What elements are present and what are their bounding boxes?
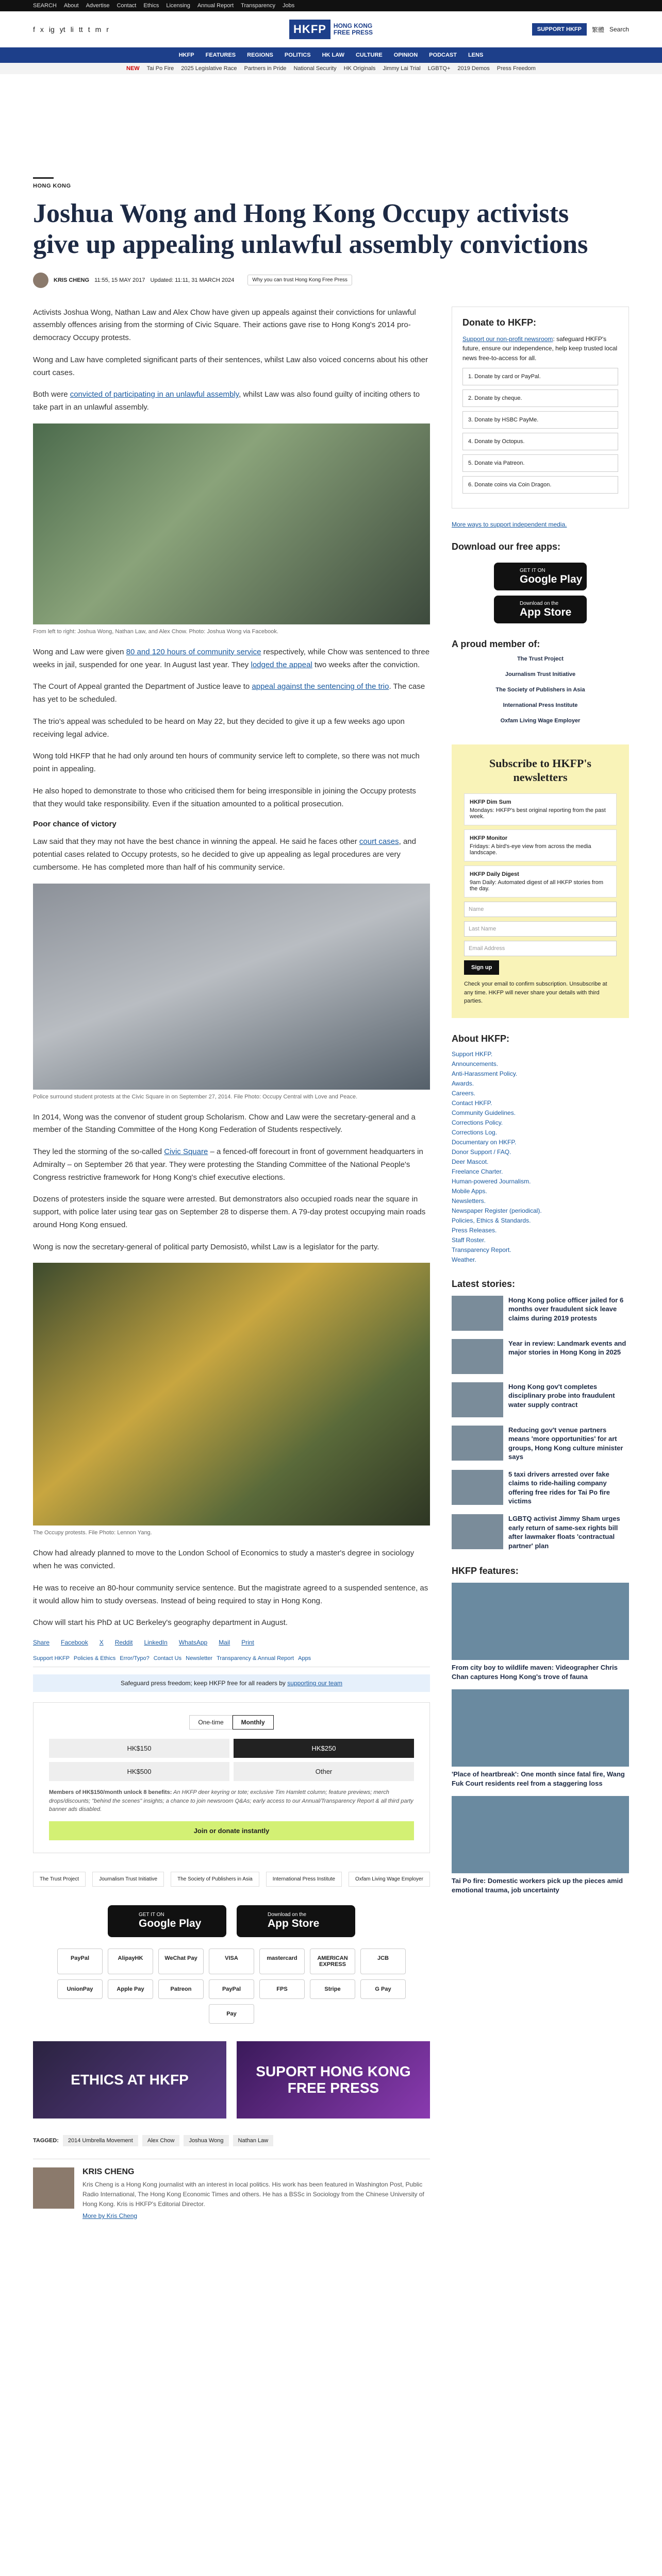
social-icon[interactable]: tt (78, 25, 83, 33)
donate-text: Support our non-profit newsroom: safeguard HKFP's future, ensure our independence, help keep trusted local news free-to-access for all. (462, 335, 618, 362)
topbar-link[interactable]: Jobs (283, 3, 295, 9)
tagged-label: TAGGED: (33, 2137, 59, 2144)
about-link[interactable]: Human-powered Journalism. (452, 1177, 531, 1185)
paragraph: Wong told HKFP that he had only around ten hours of community service left to complete, so there was not much point in appealing. (33, 752, 420, 774)
about-link[interactable]: Press Releases. (452, 1226, 497, 1234)
newsletter-note: Check your email to confirm subscription. Unsubscribe at any time. HKFP will never share your details with third parties. (464, 981, 607, 1005)
paragraph: In 2014, Wong was the convenor of student group Scholarism. Chow and Law were the secretary-general and a member of the Standing Committee of the Hong Kong Federation of Students respectively. (33, 1112, 416, 1134)
newsletter-title: Subscribe to HKFP's newsletters (489, 757, 591, 784)
author-photo (33, 2167, 74, 2209)
story-thumbnail (452, 1382, 503, 1417)
main-nav (0, 47, 662, 63)
category[interactable]: HONG KONG (33, 183, 71, 189)
author-box-name[interactable]: KRIS CHENG (82, 2167, 135, 2176)
google-play-button[interactable]: GET IT ON Google Play (494, 563, 587, 590)
payment-logo: UnionPay (57, 1979, 103, 1999)
share-link[interactable]: Facebook (61, 1639, 88, 1647)
payment-logo: WeChat Pay (158, 1948, 204, 1974)
paragraph: He was to receive an 80-hour community service sentence. But the magistrate agreed to a suspended sentence, as it would allow him to study overseas. Instead of being required to stay in Hong Kong. (33, 1583, 428, 1605)
publish-date: 11:55, 15 MAY 2017 (94, 277, 145, 283)
social-icon[interactable]: x (40, 25, 44, 33)
social-icon[interactable]: m (95, 25, 102, 33)
footer-link[interactable]: Newsletter (186, 1655, 213, 1662)
email-input[interactable]: Email Address (464, 941, 617, 956)
topbar-link[interactable]: Licensing (166, 3, 190, 9)
about-link[interactable]: Policies, Ethics & Standards. (452, 1216, 531, 1224)
paragraph: They led the storming of the so-called Civic Square – a fenced-off forecourt in front of government headquarters in Admiralty – on September 26 that year. They were protesting the Standing Committee of the National People's Congress restrictive framework for Hong Kong's chief executive elections. (33, 1147, 423, 1182)
amount-option[interactable]: Other (234, 1762, 414, 1781)
topbar-link[interactable]: SEARCH (33, 3, 57, 9)
subnav-item[interactable]: Press Freedom (496, 65, 536, 72)
payment-methods (51, 1948, 412, 2024)
latest-story[interactable] (452, 1382, 629, 1417)
payment-logo: mastercard (259, 1948, 305, 1974)
newsletter-option[interactable] (464, 829, 617, 861)
payment-logo: Apple Pay (108, 1979, 153, 1999)
payment-logo: Stripe (310, 1979, 355, 1999)
latest-title: Latest stories: (452, 1278, 516, 1289)
about-link[interactable]: Weather. (452, 1256, 476, 1263)
google-trust-button[interactable]: Why you can trust Hong Kong Free Press (247, 275, 352, 285)
logo[interactable] (289, 20, 373, 39)
donate-box (452, 307, 629, 509)
inline-link[interactable]: 80 and 120 hours of community service (126, 647, 261, 656)
share-link[interactable]: Reddit (114, 1639, 133, 1647)
nav-item[interactable]: OPINION (393, 52, 418, 58)
newsletter-name: HKFP Monitor (470, 835, 508, 842)
logo-mark: HKFP (289, 20, 330, 39)
byline (33, 273, 629, 288)
donate-option[interactable]: 6. Donate coins via Coin Dragon. (462, 476, 618, 494)
inline-link[interactable]: convicted of participating in an unlawful assembly (70, 390, 239, 399)
logo-text: HONG KONG FREE PRESS (333, 22, 373, 36)
topbar-link[interactable]: Contact (117, 3, 137, 9)
paragraph: He also hoped to demonstrate to those who criticised them for being irresponsible in joining the Occupy protests that they would take responsibility. Even if the situation amounted to a political prosecution. (33, 786, 416, 808)
amount-option[interactable]: HK$500 (49, 1762, 229, 1781)
newsletter-desc: Fridays: A bird's-eye view from across the media landscape. (470, 843, 591, 856)
app-store-button[interactable]: Download on the App Store (494, 596, 587, 623)
about-title: About HKFP: (452, 1033, 509, 1044)
top-bar (0, 0, 662, 11)
subnav-item[interactable]: 2025 Legislative Race (181, 65, 237, 72)
latest-story[interactable] (452, 1514, 629, 1550)
new-badge: NEW (126, 65, 140, 72)
footer-link[interactable]: Support HKFP (33, 1655, 70, 1662)
member-title: A proud member of: (452, 639, 540, 650)
subnav-item[interactable]: Jimmy Lai Trial (383, 65, 421, 72)
nav-item[interactable]: REGIONS (247, 52, 273, 58)
footer-link[interactable]: Transparency & Annual Report (217, 1655, 294, 1662)
nav-item[interactable]: FEATURES (205, 52, 236, 58)
story-title[interactable]: Year in review: Landmark events and major stories in Hong Kong in 2025 (508, 1339, 626, 1357)
member-logo[interactable]: Oxfam Living Wage Employer (500, 718, 581, 724)
share-link[interactable]: Mail (219, 1639, 230, 1647)
about-link[interactable]: Deer Mascot. (452, 1158, 489, 1165)
subnav-item[interactable]: Tai Po Fire (146, 65, 174, 72)
member-logo[interactable]: International Press Institute (266, 1872, 342, 1887)
social-icon[interactable]: ig (48, 25, 55, 33)
feature-image (452, 1689, 629, 1767)
nav-item[interactable]: LENS (468, 52, 484, 58)
story-title[interactable]: Hong Kong gov't completes disciplinary probe into fraudulent water supply contract (508, 1382, 615, 1409)
features-list (452, 1583, 629, 1894)
image-caption: The Occupy protests. File Photo: Lennon Yang. (33, 1530, 152, 1536)
inline-link[interactable]: court cases (359, 837, 399, 846)
latest-story[interactable] (452, 1426, 629, 1462)
about-link[interactable]: Corrections Policy. (452, 1118, 503, 1126)
topbar-link[interactable]: Advertise (86, 3, 110, 9)
share-link[interactable]: X (99, 1639, 104, 1647)
author-name[interactable]: KRIS CHENG (54, 277, 90, 283)
payment-logo: PayPal (57, 1948, 103, 1974)
payment-logo: Pay (209, 2004, 254, 2024)
nav-item[interactable]: HK LAW (322, 52, 344, 58)
social-icons (33, 25, 109, 33)
about-link[interactable]: Contact HKFP. (452, 1099, 492, 1107)
nav-item[interactable]: HKFP (178, 52, 194, 58)
donate-option[interactable]: 5. Donate via Patreon. (462, 454, 618, 472)
payment-logo: VISA (209, 1948, 254, 1974)
member-logo[interactable]: The Trust Project (33, 1872, 86, 1887)
story-thumbnail (452, 1514, 503, 1549)
support-link[interactable]: supporting our team (287, 1680, 342, 1687)
social-icon[interactable]: t (88, 25, 90, 33)
newsletter-box (452, 744, 629, 1018)
about-link[interactable]: Freelance Charter. (452, 1167, 503, 1175)
payment-logo: G Pay (360, 1979, 406, 1999)
paragraph: Wong and Law have completed significant parts of their sentences, whilst Law also voiced concerns about his other court cases. (33, 355, 428, 377)
paragraph: The Court of Appeal granted the Department of Justice leave to appeal against the sentencing of the trio. The case has yet to be scheduled. (33, 682, 425, 704)
story-thumbnail (452, 1339, 503, 1374)
social-icon[interactable]: li (70, 25, 74, 33)
member-logo[interactable]: International Press Institute (503, 702, 578, 709)
share-link[interactable]: LinkedIn (144, 1639, 168, 1647)
about-link[interactable]: Newsletters. (452, 1197, 486, 1205)
about-link[interactable]: Mobile Apps. (452, 1187, 487, 1195)
paragraph: Activists Joshua Wong, Nathan Law and Alex Chow have given up appeals against their convictions for unlawful assembly offences arising from the storming of Civic Square. Their actions gave rise to Hong Kong's 2014 pro-democracy Occupy protests. (33, 308, 416, 343)
features-title: HKFP features: (452, 1566, 519, 1577)
donation-box (33, 1702, 430, 1853)
latest-stories (452, 1296, 629, 1551)
subnav-item[interactable]: HK Originals (343, 65, 376, 72)
article-title: Joshua Wong and Hong Kong Occupy activists give up appealing unlawful assembly convictions (33, 199, 588, 259)
share-link[interactable]: WhatsApp (178, 1639, 208, 1647)
promo-banners (33, 2041, 430, 2119)
footer-link[interactable]: Error/Typo? (120, 1655, 150, 1662)
footer-link[interactable]: Apps (298, 1655, 311, 1662)
about-link[interactable]: Community Guidelines. (452, 1109, 516, 1116)
paragraph: Wong is now the secretary-general of political party Demosistō, whilst Law is a legislator for the party. (33, 1242, 379, 1251)
payment-logo: Patreon (158, 1979, 204, 1999)
subnav-item[interactable]: 2019 Demos (457, 65, 490, 72)
header-right (532, 23, 629, 36)
latest-story[interactable] (452, 1339, 629, 1374)
sidebar (452, 307, 629, 2220)
section-heading: Poor chance of victory (33, 820, 117, 829)
tab-one-time[interactable]: One-time (189, 1715, 232, 1730)
feature-story[interactable] (452, 1583, 629, 1681)
membership-text: Members of HK$150/month unlock 8 benefits: An HKFP deer keyring or tote; exclusive Tim Hamlett column; feature previews; merch drops/discounts; "behind the scenes" insights; a chance to join newsroom Q&As; early access to our Annual/Transparency Report & all third party banner ads disabled. (49, 1789, 413, 1813)
payment-logo: AlipayHK (108, 1948, 153, 1974)
article-image (33, 423, 430, 624)
article-image (33, 1263, 430, 1526)
support-banner[interactable]: SUPORT HONG KONG FREE PRESS (237, 2041, 430, 2119)
story-thumbnail (452, 1470, 503, 1505)
member-logos (33, 1872, 430, 1887)
paragraph: Dozens of protesters inside the square were arrested. But demonstrators also occupied roads near the square in support, with police later using tear gas on September 28 to disperse them. A 79-day protest occupying main roads around Hong Kong ensued. (33, 1195, 426, 1229)
tag[interactable]: Alex Chow (142, 2135, 180, 2146)
newsletter-desc: Mondays: HKFP's best original reporting from the past week. (470, 807, 606, 820)
sub-nav (0, 63, 662, 74)
about-links (452, 1050, 629, 1263)
about-link[interactable]: Staff Roster. (452, 1236, 486, 1244)
donate-link[interactable]: Support our non-profit newsroom (462, 335, 553, 343)
tag[interactable]: 2014 Umbrella Movement (63, 2135, 138, 2146)
search-icon[interactable]: Search (609, 26, 629, 33)
about-link[interactable]: Transparency Report. (452, 1246, 511, 1253)
share-bar (33, 1639, 430, 1646)
story-thumbnail (452, 1296, 503, 1331)
share-link[interactable]: Print (241, 1639, 254, 1647)
google-play-button[interactable]: GET IT ON Google Play (108, 1905, 226, 1937)
footer-links (33, 1655, 430, 1667)
about-link[interactable]: Careers. (452, 1089, 476, 1097)
image-caption: From left to right: Joshua Wong, Nathan Law, and Alex Chow. Photo: Joshua Wong via Facebook. (33, 628, 278, 635)
newsletter-name: HKFP Dim Sum (470, 799, 511, 806)
donate-title: Donate to HKFP: (462, 317, 536, 328)
social-icon[interactable]: r (106, 25, 109, 33)
topbar-link[interactable]: Ethics (143, 3, 159, 9)
about-link[interactable]: Awards. (452, 1079, 474, 1087)
more-by-link[interactable]: More by Kris Cheng (82, 2212, 138, 2220)
social-icon[interactable]: yt (59, 25, 65, 33)
subnav-item[interactable]: National Security (293, 65, 337, 72)
story-title[interactable]: LGBTQ activist Jimmy Sham urges early return of same-sex rights bill after lawmaker floats 'contractual partner' plan (508, 1515, 620, 1550)
feature-title[interactable]: 'Place of heartbreak': One month since fatal fire, Wang Fuk Court residents reel from a staggering loss (452, 1770, 625, 1787)
donate-option[interactable]: 2. Donate by cheque. (462, 389, 618, 407)
footer-link[interactable]: Contact Us (153, 1655, 182, 1662)
name-input[interactable]: Name (464, 902, 617, 917)
tag[interactable]: Nathan Law (233, 2135, 274, 2146)
apps-title: Download our free apps: (452, 541, 561, 552)
ethics-banner[interactable]: ETHICS AT HKFP (33, 2041, 226, 2119)
app-store-button[interactable]: Download on the App Store (237, 1905, 355, 1937)
footer-link[interactable]: Policies & Ethics (73, 1655, 116, 1662)
topbar-link[interactable]: Transparency (241, 3, 275, 9)
nav-item[interactable]: POLITICS (284, 52, 311, 58)
nav-item[interactable]: PODCAST (429, 52, 457, 58)
payment-logo: JCB (360, 1948, 406, 1974)
amount-option[interactable]: HK$250 (234, 1739, 414, 1758)
sidebar-apps (452, 563, 629, 623)
article-image (33, 884, 430, 1090)
paragraph: Wong and Law were given 80 and 120 hours of community service respectively, while Chow was sentenced to three weeks in jail, suspended for one year. In August last year. They lodged the appeal two weeks after the conviction. (33, 647, 430, 669)
language-link[interactable]: 繁體 (591, 26, 604, 33)
paragraph: Law said that they may not have the best chance in winning the appeal. He said he faces other court cases, and potential cases related to Occupy protests, so he decided to give up appealing as legal procedures are very cumbersome. He has completed more than half of his community service. (33, 837, 416, 872)
inline-link[interactable]: lodged the appeal (251, 660, 312, 669)
newsletter-option[interactable] (464, 866, 617, 897)
paragraph: The trio's appeal was scheduled to be heard on May 22, but they decided to give it up a few weeks ago upon receiving legal advice. (33, 717, 405, 739)
about-link[interactable]: Corrections Log. (452, 1128, 498, 1136)
about-link[interactable]: Documentary on HKFP. (452, 1138, 517, 1146)
member-logo[interactable]: The Trust Project (517, 656, 564, 663)
feature-title[interactable]: Tai Po fire: Domestic workers pick up the pieces amid emotional trauma, job uncertainty (452, 1877, 623, 1894)
paragraph: Chow had already planned to move to the London School of Economics to study a master's degree in sociology when he was convicted. (33, 1549, 415, 1571)
feature-image (452, 1583, 629, 1660)
support-button[interactable]: SUPPORT HKFP (532, 23, 587, 36)
topbar-link[interactable]: About (63, 3, 79, 9)
payment-logo: AMERICAN EXPRESS (310, 1948, 355, 1974)
payment-logo: FPS (259, 1979, 305, 1999)
story-title[interactable]: 5 taxi drivers arrested over fake claims to ride-hailing company offering free rides for Tai Po fire victims (508, 1470, 610, 1505)
social-icon[interactable]: f (33, 25, 35, 33)
subnav-item[interactable]: Partners in Pride (244, 65, 287, 72)
share-link[interactable]: Share (33, 1639, 50, 1647)
amount-options (49, 1739, 414, 1781)
topbar-link[interactable]: Annual Report (197, 3, 234, 9)
tag[interactable]: Joshua Wong (184, 2135, 228, 2146)
story-thumbnail (452, 1426, 503, 1461)
join-button[interactable]: Join or donate instantly (49, 1821, 414, 1840)
article-body (33, 307, 430, 2220)
author-avatar (33, 273, 48, 288)
newsletter-desc: 9am Daily: Automated digest of all HKFP stories from the day. (470, 879, 604, 892)
donate-option[interactable]: 3. Donate by HSBC PayMe. (462, 411, 618, 429)
header (0, 11, 662, 47)
latest-story[interactable] (452, 1296, 629, 1331)
about-link[interactable]: Announcements. (452, 1060, 499, 1067)
updated-date: Updated: 11:11, 31 MARCH 2024 (150, 277, 235, 283)
last-name-input[interactable]: Last Name (464, 921, 617, 937)
member-logo[interactable]: Journalism Trust Initiative (505, 671, 576, 678)
feature-story[interactable] (452, 1689, 629, 1788)
about-link[interactable]: Anti-Harassment Policy. (452, 1070, 518, 1077)
member-logo[interactable]: The Society of Publishers in Asia (171, 1872, 259, 1887)
amount-option[interactable]: HK$150 (49, 1739, 229, 1758)
donate-option[interactable]: 4. Donate by Octopus. (462, 433, 618, 450)
member-logo[interactable]: The Society of Publishers in Asia (495, 687, 585, 693)
author-bio: Kris Cheng is a Hong Kong journalist with an interest in local politics. His work has been featured in Washington Post, Public Radio International, The Hong Kong Economic Times and others. He has a BSSc in Sociology from the Chinese University of Hong Kong. Kris is HKFP's Editorial Director. (82, 2180, 424, 2208)
member-logo[interactable]: Oxfam Living Wage Employer (349, 1872, 430, 1887)
story-title[interactable]: Hong Kong police officer jailed for 6 months over fraudulent sick leave claims during 2019 protests (508, 1296, 624, 1322)
feature-title[interactable]: From city boy to wildlife maven: Videographer Chris Chan captures Hong Kong's trove of fauna (452, 1664, 618, 1681)
more-ways-link[interactable]: More ways to support independent media. (452, 521, 567, 529)
author-box (33, 2159, 430, 2220)
newsletter-name: HKFP Daily Digest (470, 871, 519, 878)
feature-image (452, 1796, 629, 1873)
paragraph: Chow will start his PhD at UC Berkeley's geography department in August. (33, 1618, 288, 1628)
category-rule (33, 177, 54, 179)
signup-button[interactable]: Sign up (464, 960, 499, 975)
member-list (452, 656, 629, 724)
newsletter-option[interactable] (464, 793, 617, 825)
store-buttons (33, 1905, 430, 1937)
about-link[interactable]: Newspaper Register (periodical). (452, 1207, 542, 1214)
paragraph: Both were convicted of participating in an unlawful assembly, whilst Law was also found guilty of inciting others to take part in an unlawful assembly. (33, 390, 420, 412)
inline-link[interactable]: Civic Square (164, 1147, 208, 1157)
feature-story[interactable] (452, 1796, 629, 1894)
frequency-toggle (49, 1715, 414, 1730)
donate-options (462, 368, 618, 494)
about-link[interactable]: Donor Support / FAQ. (452, 1148, 511, 1156)
nav-item[interactable]: CULTURE (355, 52, 383, 58)
tags (33, 2135, 430, 2146)
member-logo[interactable]: Journalism Trust Initiative (92, 1872, 164, 1887)
safeguard-banner: Safeguard press freedom; keep HKFP free for all readers by supporting our team (33, 1674, 430, 1692)
story-title[interactable]: Reducing gov't venue partners means 'more opportunities' for art groups, Hong Kong culture minister says (508, 1426, 623, 1461)
latest-story[interactable] (452, 1470, 629, 1506)
inline-link[interactable]: appeal against the sentencing of the trio (252, 682, 389, 691)
payment-logo: PayPal (209, 1979, 254, 1999)
about-link[interactable]: Support HKFP. (452, 1050, 493, 1058)
image-caption: Police surround student protests at the Civic Square in on September 27, 2014. File Photo: Occupy Central with Love and Peace. (33, 1093, 358, 1100)
donate-option[interactable]: 1. Donate by card or PayPal. (462, 368, 618, 385)
subnav-item[interactable]: LGBTQ+ (427, 65, 451, 72)
tab-monthly[interactable]: Monthly (233, 1715, 274, 1730)
